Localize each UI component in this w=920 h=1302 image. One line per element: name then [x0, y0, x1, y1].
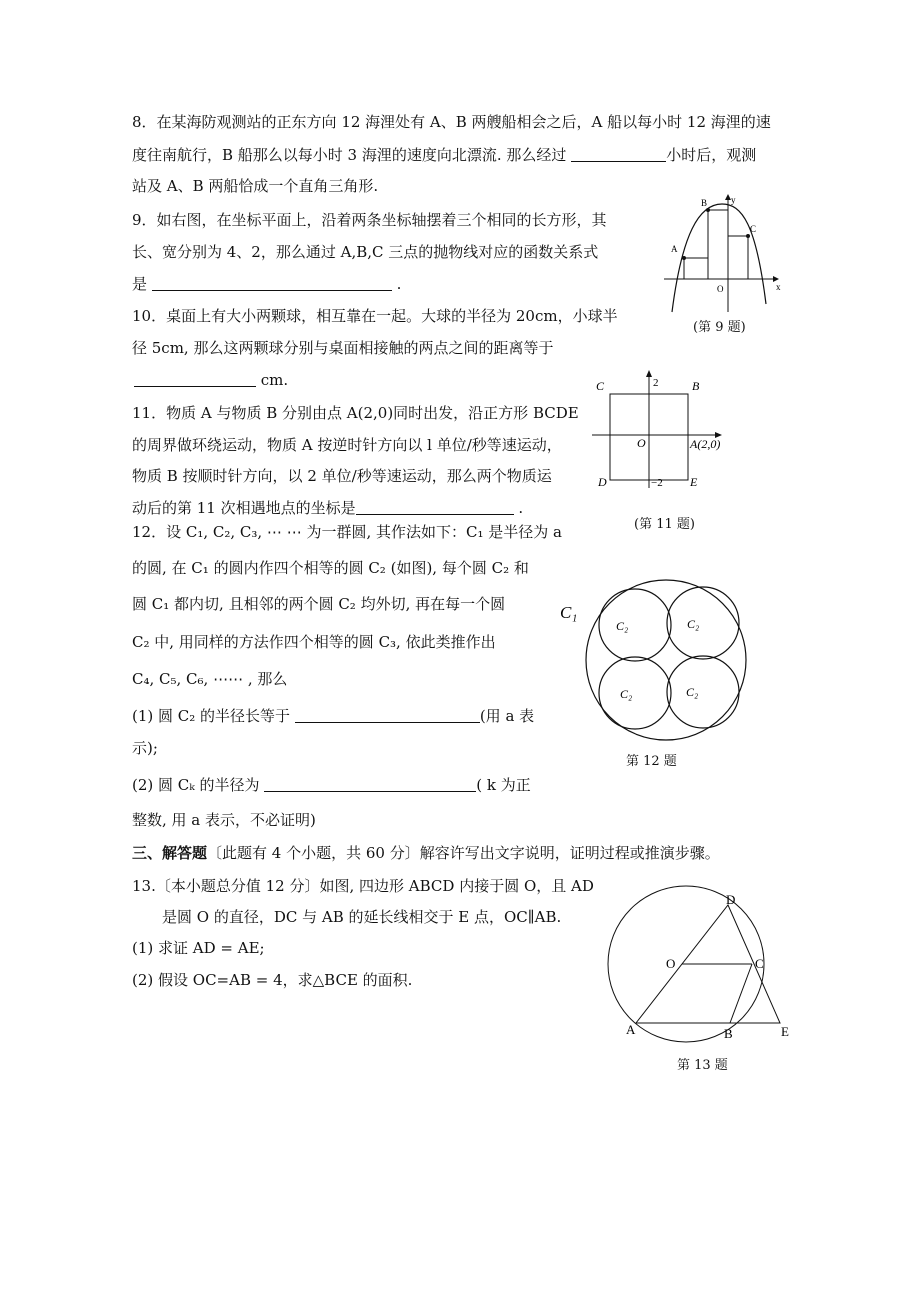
q12-line6: (1) 圆 C₂ 的半径长等于 (用 a 表: [132, 707, 535, 725]
q12-answer-blank-2[interactable]: [264, 776, 476, 792]
q9-line3: 是 .: [132, 275, 402, 293]
q8-answer-blank[interactable]: [571, 146, 666, 162]
q11-label-minus2: −2: [651, 477, 663, 489]
q12-line8: (2) 圆 Cₖ 的半径为 ( k 为正: [132, 776, 531, 794]
q12-label-C2: C₂: [687, 617, 700, 631]
q11-label-O: O: [637, 436, 646, 450]
q9-answer-blank[interactable]: [152, 275, 392, 291]
q13-label-A: A: [626, 1022, 636, 1037]
q12-line5: C₄, C₅, C₆, ⋯⋯ , 那么: [132, 670, 288, 688]
section-3-heading: 三、解答题〔此题有 4 个小题，共 60 分〕解容许写出文字说明，证明过程或推演步骤。: [132, 844, 720, 862]
q12-line4: C₂ 中, 用同样的方法作四个相等的圆 C₃, 依此类推作出: [132, 633, 496, 651]
q11-label-C: C: [596, 379, 605, 393]
q9-label-y: y: [731, 195, 736, 205]
q11-label-2: 2: [653, 377, 659, 389]
q12-line7: 示);: [132, 739, 158, 757]
q12-line1: 12．设 C₁, C₂, C₃, ⋯ ⋯ 为一群圆, 其作法如下：C₁ 是半径为 a: [132, 523, 562, 541]
q9-caption: (第 9 题): [693, 320, 746, 335]
q13-label-C: C: [755, 956, 764, 971]
q13-line2: 是圆 O 的直径，DC 与 AB 的延长线相交于 E 点，OC∥AB.: [162, 908, 562, 926]
q11-label-B: B: [692, 379, 700, 393]
q11-line3: 物质 B 按顺时针方向，以 2 单位/秒等速运动，那么两个物质运: [132, 467, 552, 485]
q9-label-x: x: [776, 282, 781, 292]
q11-figure: [590, 368, 730, 498]
q11-answer-blank[interactable]: [356, 499, 514, 515]
q12-line3: 圆 C₁ 都内切, 且相邻的两个圆 C₂ 均外切, 再在每一个圆: [132, 595, 506, 613]
q9-label-C: C: [750, 224, 757, 234]
q11-line1: 11．物质 A 与物质 B 分别由点 A(2,0)同时出发，沿正方形 BCDE: [132, 404, 579, 422]
q12-line2: 的圆, 在 C₁ 的圆内作四个相等的圆 C₂ (如图), 每个圆 C₂ 和: [132, 559, 529, 577]
q12-figure: [556, 572, 776, 742]
q11-line4: 动后的第 11 次相遇地点的坐标是 .: [132, 499, 524, 517]
q13-label-O: O: [666, 956, 676, 971]
q12-caption: 第 12 题: [626, 754, 677, 769]
q13-caption: 第 13 题: [677, 1058, 728, 1073]
q8-line1: 8．在某海防观测站的正东方向 12 海浬处有 A、B 两艘船相会之后，A 船以每小时 12 海浬的速: [132, 113, 771, 131]
q11-label-D: D: [598, 475, 607, 489]
q8-line3: 站及 A、B 两船恰成一个直角三角形.: [132, 177, 379, 195]
q13-label-D: D: [726, 892, 736, 907]
q10-line2: 径 5cm, 那么这两颗球分别与桌面相接触的两点之间的距离等于: [132, 339, 554, 357]
q10-line1: 10．桌面上有大小两颗球，相互靠在一起。大球的半径为 20cm，小球半: [132, 307, 618, 325]
q11-label-A: A(2,0): [690, 437, 721, 451]
q12-label-C1: C₁: [560, 603, 578, 622]
q13-line1: 13.〔本小题总分值 12 分〕如图, 四边形 ABCD 内接于圆 O，且 AD: [132, 877, 594, 895]
q9-label-B: B: [701, 198, 708, 208]
q12-answer-blank-1[interactable]: [295, 707, 480, 723]
q9-line2: 长、宽分别为 4、2，那么通过 A,B,C 三点的抛物线对应的函数关系式: [132, 243, 599, 261]
q11-line2: 的周界做环绕运动，物质 A 按逆时针方向以 l 单位/秒等速运动，: [132, 436, 562, 454]
q13-label-E: E: [781, 1024, 789, 1039]
q9-line1: 9．如右图，在坐标平面上，沿着两条坐标轴摆着三个相同的长方形，其: [132, 211, 607, 229]
q12-label-C2: C₂: [686, 685, 699, 699]
q9-label-A: A: [671, 244, 678, 254]
q12-label-C2: C₂: [616, 619, 629, 633]
q10-answer-blank[interactable]: [134, 371, 256, 387]
q8-line2: 度往南航行，B 船那么以每小时 3 海浬的速度向北漂流. 那么经过 小时后，观测: [132, 146, 757, 164]
q11-caption: (第 11 题): [634, 517, 695, 532]
q12-line9: 整数, 用 a 表示，不必证明): [132, 811, 316, 829]
q12-label-C2: C₂: [620, 687, 633, 701]
q13-figure: [600, 888, 800, 1048]
q10-line3: cm.: [132, 370, 288, 390]
q13-label-B: B: [724, 1026, 733, 1041]
q11-label-E: E: [690, 475, 698, 489]
q9-figure: [664, 194, 784, 314]
q9-label-O: O: [717, 284, 724, 294]
q13-line3: (1) 求证 AD = AE;: [132, 939, 265, 957]
q13-line4: (2) 假设 OC=AB = 4，求△BCE 的面积.: [132, 971, 413, 989]
